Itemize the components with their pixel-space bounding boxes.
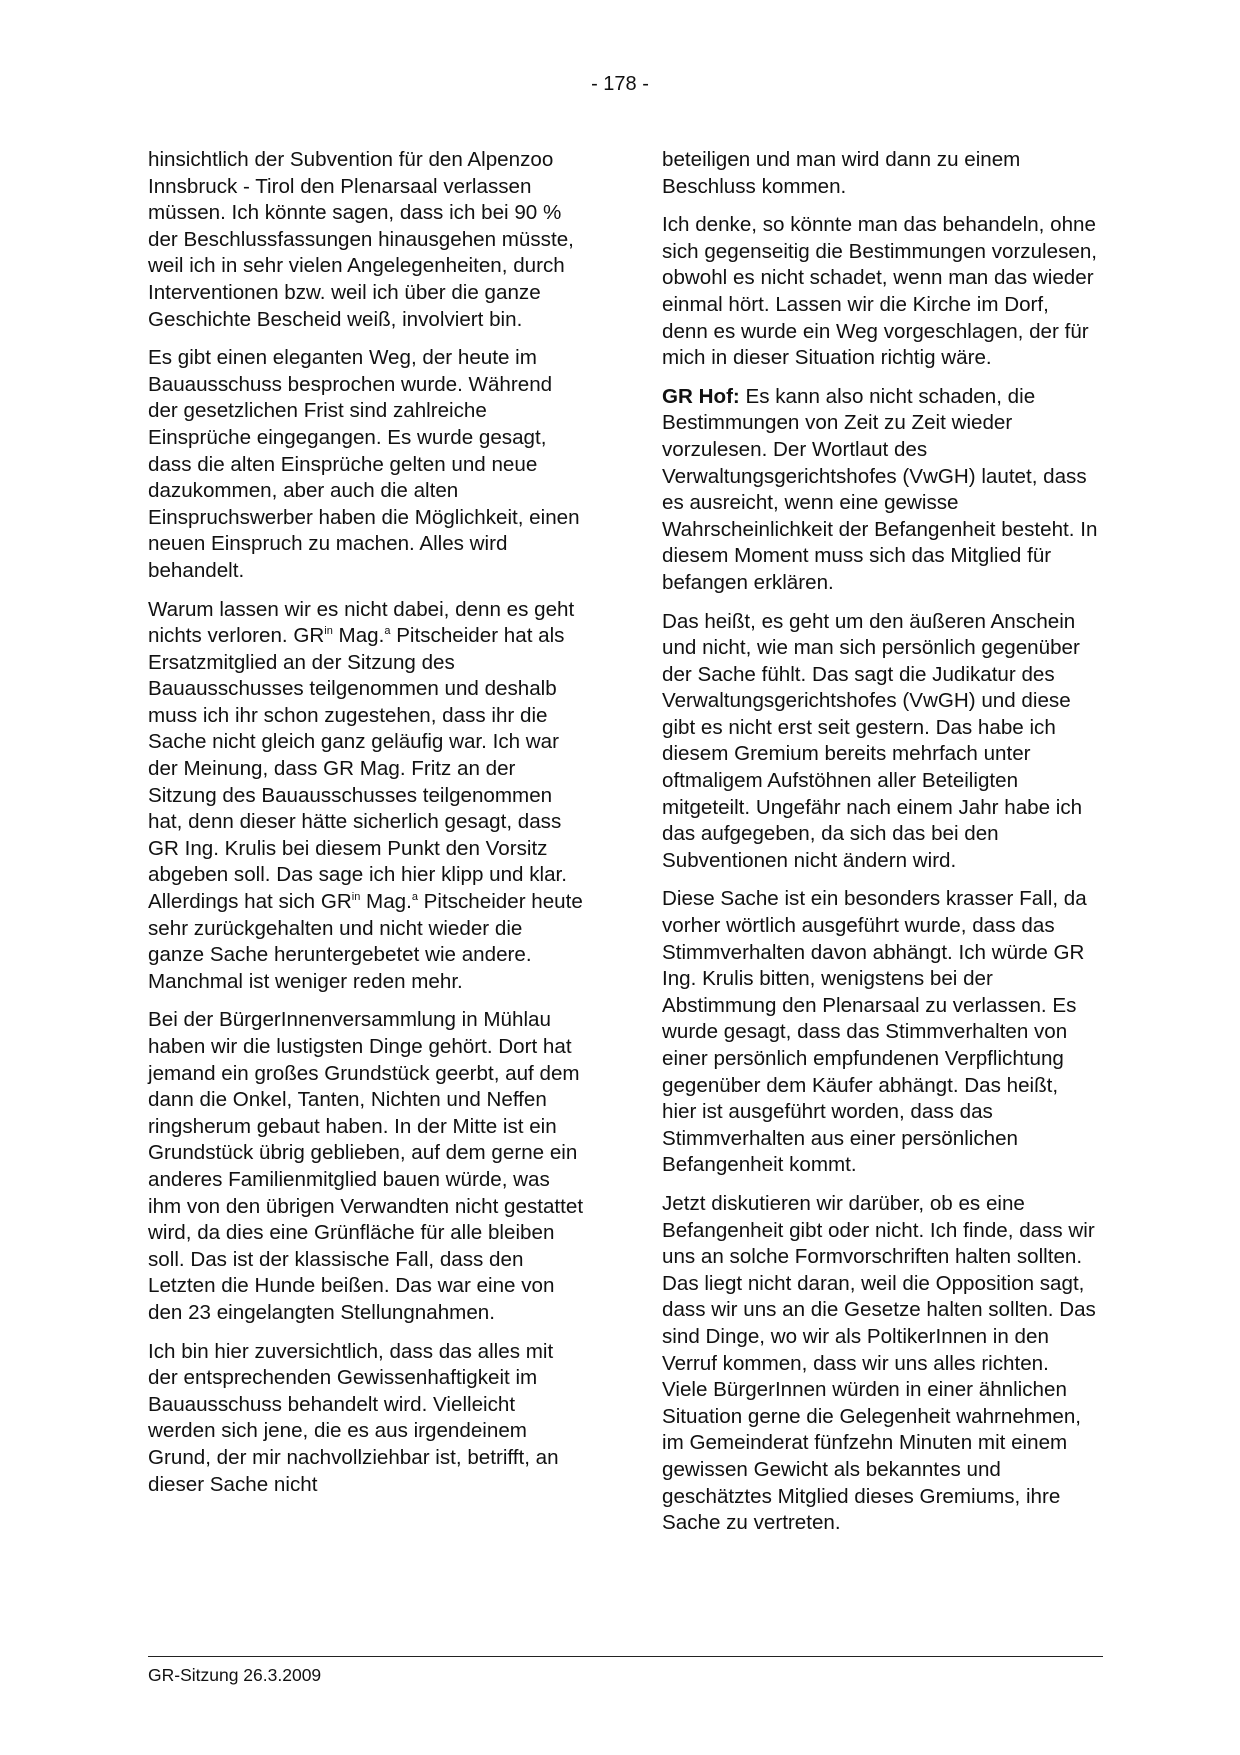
superscript: in (324, 625, 333, 638)
paragraph: hinsichtlich der Subvention für den Alpenzoo Innsbruck - Tirol den Plenarsaal verlassen müssen. Ich könnte sagen, dass ich bei 90 % der Beschlussfassungen hinausgehen müsste, weil ich in sehr vielen Angelegenheiten, durch Interventionen bzw. weil ich über die ganze Geschichte Bescheid weiß, involviert bin. (148, 148, 574, 331)
paragraph: Ich bin hier zuversichtlich, dass das alles mit der entsprechenden Gewissenhaftigkeit im Bauausschuss behandelt wird. Vielleicht werden sich jene, die es aus irgendeinem Grund, der mir nachvollziehbar ist, betrifft, an dieser Sache nicht (148, 1339, 559, 1496)
paragraph: Das heißt, es geht um den äußeren Anschein und nicht, wie man sich persönlich gegenüber der Sache fühlt. Das sagt die Judikatur des Verwaltungsgerichtshofes (VwGH) und diese gibt es nicht erst seit gestern. Das habe ich diesem Gremium bereits mehrfach unter oftmaligem Aufstöhnen aller Beteiligten mitgeteilt. Ungefähr nach einem Jahr habe ich das aufgegeben, da sich das bei den Subventionen nicht ändern wird. (662, 609, 1083, 872)
text-run: Pitscheider heute sehr zurückgehalten und nicht wieder die ganze Sache heruntergebetet wie andere. Manchmal ist weniger reden mehr. (148, 890, 583, 993)
paragraph: Es gibt einen eleganten Weg, der heute im Bauausschuss besprochen wurde. Während der gesetzlichen Frist sind zahlreiche Einsprüche eingegangen. Es wurde gesagt, dass die alten Einsprüche gelten und neue dazukommen, aber auch die alten Einspruchswerber haben die Möglichkeit, einen neuen Einspruch zu machen. Alles wird behandelt. (148, 346, 580, 582)
superscript: a (411, 891, 418, 904)
page-number: - 178 - (591, 73, 649, 95)
footer-divider (148, 1656, 1103, 1657)
paragraph: Jetzt diskutieren wir darüber, ob es eine Befangenheit gibt oder nicht. Ich finde, dass wir uns an solche Formvorschriften halten sollten. Das liegt nicht daran, weil die Opposition sagt, dass wir uns an die Gesetze halten sollten. Das sind Dinge, wo wir als PoltikerInnen in den Verruf kommen, dass wir uns alles richten. Viele BürgerInnen würden in einer ähnlichen Situation gerne die Gelegenheit wahrnehmen, im Gemeinderat fünfzehn Minuten mit einem gewissen Gewicht als bekanntes und geschätztes Mitglied dieses Gremiums, ihre Sache zu vertreten. (662, 1191, 1096, 1535)
right-column (662, 147, 1098, 1549)
text-run: Mag. (332, 624, 385, 648)
superscript: a (384, 625, 391, 638)
paragraph: Diese Sache ist ein besonders krasser Fall, da vorher wörtlich ausgeführt wurde, dass das Stimmverhalten davon abhängt. Ich würde GR Ing. Krulis bitten, wenigstens bei der Abstimmung den Plenarsaal zu verlassen. Es wurde gesagt, dass das Stimmverhalten von einer persönlich empfundenen Verpflichtung gegenüber dem Käufer abhängt. Das heißt, hier ist ausgeführt worden, dass das Stimmverhalten aus einer persönlichen Befangenheit kommt. (662, 887, 1087, 1177)
paragraph (148, 597, 584, 996)
text-run: Warum lassen wir es nicht dabei, denn es geht nichts verloren. GR (148, 597, 575, 648)
paragraph: Ich denke, so könnte man das behandeln, ohne sich gegenseitig die Bestimmungen vorzulesen, obwohl es nicht schadet, wenn man das wieder einmal hört. Lassen wir die Kirche im Dorf, denn es wurde ein Weg vorgeschlagen, der für mich in dieser Situation richtig wäre. (662, 213, 1098, 370)
paragraph: beteiligen und man wird dann zu einem Beschluss kommen. (662, 148, 1021, 198)
paragraph (662, 384, 1098, 597)
footer-session-date: GR-Sitzung 26.3.2009 (148, 1665, 322, 1685)
left-column (148, 147, 584, 1510)
superscript: in (351, 891, 361, 904)
paragraph: Bei der BürgerInnenversammlung in Mühlau haben wir die lustigsten Dinge gehört. Dort hat jemand ein großes Grundstück geerbt, auf dem dann die Onkel, Tanten, Nichten und Neffen ringsherum gebaut haben. In der Mitte ist ein Grundstück übrig geblieben, auf dem gerne ein anderes Familienmitglied bauen würde, was ihm von den übrigen Verwandten nicht gestattet wird, da dies eine Grünfläche für alle bleiben soll. Das ist der klassische Fall, dass den Letzten die Hunde beißen. Das war eine von den 23 eingelangten Stellungnahmen. (148, 1008, 584, 1324)
text-run: Mag. (360, 890, 412, 914)
text-run: Pitscheider hat als Ersatzmitglied an der Sitzung des Bauausschusses teilgenommen und deshalb muss ich ihr schon zugestehen, dass ihr die Sache nicht gleich ganz geläufig war. Ich war der Meinung, dass GR Mag. Fritz an der Sitzung des Bauausschusses teilgenommen hat, denn dieser hätte sicherlich gesagt, dass GR Ing. Krulis bei diesem Punkt den Vorsitz abgeben soll. Das sage ich hier klipp und klar. Allerdings hat sich GR (148, 624, 567, 914)
text-run: Es kann also nicht schaden, die Bestimmungen von Zeit zu Zeit wieder vorzulesen. Der Wortlaut des Verwaltungsgerichtshofes (VwGH) lautet, dass es ausreicht, wenn eine gewisse Wahrscheinlichkeit der Befangenheit besteht. In diesem Moment muss sich das Mitglied für befangen erklären. (662, 384, 1098, 594)
speaker-name: GR Hof: (662, 384, 740, 408)
